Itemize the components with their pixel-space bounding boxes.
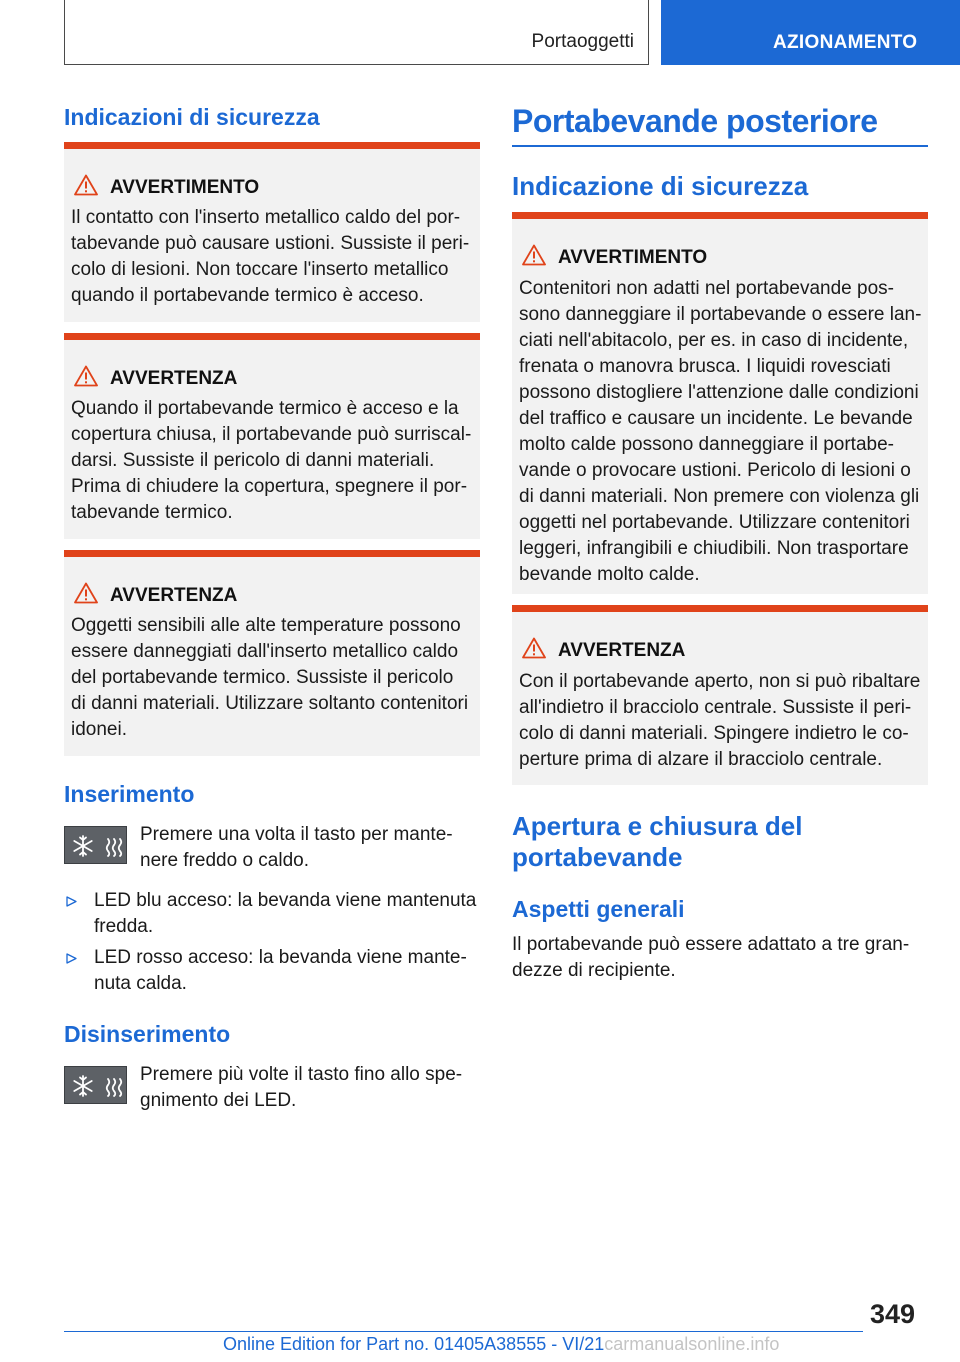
cool-heat-button-image bbox=[64, 826, 127, 864]
page-number: 349 bbox=[870, 1299, 916, 1329]
left-safety-heading: Indicazioni di sicurezza bbox=[64, 104, 320, 130]
caution-label: AVVERTENZA bbox=[110, 368, 238, 389]
caution-box bbox=[64, 550, 480, 756]
title-rule bbox=[512, 145, 928, 147]
caution-text: Con il portabevande aperto, non si può ribaltare all'indietro il bracciolo centrale. Sussiste il peri- colo di danni materiali. Spingere indietro le co- perture prima di alzare il bracciolo centrale. bbox=[519, 671, 921, 770]
running-header-title: Portaoggetti bbox=[531, 31, 634, 52]
chapter-title: Portabevande posteriore bbox=[512, 103, 878, 139]
warning-text: Contenitori non adatti nel portabevande pos- sono danneggiare il portabevande o essere lan- ciati nell'abitacolo, per es. in caso di incidente, frenata o manovra brusca. I liquidi rovesciati possono distogliere l'attenzione dalle condizioni del traffico e causare un incidente. Le bevande molto calde possono danneggiare il portabe- vande o provocare ustioni. Pericolo di lesioni o di danni materiali. Non premere con violenza gli oggetti nel portabevande. Utilizzare contenitori leggeri, infrangibili e chiudibili. Non trasportare bevande molto calde. bbox=[519, 278, 922, 585]
general-heading: Aspetti generali bbox=[512, 896, 685, 922]
right-safety-heading: Indicazione di sicurezza bbox=[512, 171, 809, 201]
caution-label: AVVERTENZA bbox=[110, 585, 238, 606]
warning-box bbox=[512, 212, 928, 594]
switch-on-text: Premere una volta il tasto per mante- nere freddo o caldo. bbox=[140, 824, 453, 871]
caution-text: Quando il portabevande termico è acceso e la copertura chiusa, il portabevande può surriscal- darsi. Sussiste il pericolo di danni materiali. Prima di chiudere la copertura, spegnere il por- tabevande termico. bbox=[71, 398, 472, 523]
running-header-box bbox=[64, 0, 649, 65]
warning-triangle-icon bbox=[522, 244, 546, 266]
caution-text: Oggetti sensibili alle alte temperature possono essere danneggiati dall'inserto metallico caldo del portabevande termico. Sussiste il pericolo di danni materiali. Utilizzare soltanto contenitori idonei. bbox=[71, 615, 469, 740]
general-text: Il portabevande può essere adattato a tre gran- dezze di recipiente. bbox=[512, 934, 910, 981]
caution-box bbox=[64, 333, 480, 539]
footer-rule bbox=[64, 1331, 863, 1332]
warning-triangle-icon bbox=[74, 365, 98, 387]
warning-triangle-icon bbox=[74, 582, 98, 604]
warning-triangle-icon bbox=[74, 174, 98, 196]
caution-box bbox=[512, 605, 928, 785]
switch-off-heading: Disinserimento bbox=[64, 1021, 231, 1047]
snowflake-heat-icon bbox=[65, 827, 128, 865]
snowflake-heat-icon bbox=[65, 1067, 128, 1105]
warning-box bbox=[64, 142, 480, 322]
footer-edition bbox=[223, 1334, 779, 1355]
edition-text: Online Edition for Part no. 01405A38555 - VI/21 bbox=[223, 1334, 605, 1354]
warning-label: AVVERTIMENTO bbox=[110, 177, 260, 198]
caution-label: AVVERTENZA bbox=[558, 640, 686, 661]
warning-triangle-icon bbox=[522, 637, 546, 659]
watermark-text: carmanualsonline.info bbox=[604, 1334, 780, 1354]
warning-text: Il contatto con l'inserto metallico caldo del por- tabevande può causare ustioni. Sussiste il peri- colo di lesioni. Non toccare l'inserto metallico quando il portabevande termico è acceso. bbox=[71, 207, 470, 306]
bullet-triangle-icon bbox=[66, 953, 77, 964]
switch-off-text: Premere più volte il tasto fino allo spe- gnimento dei LED. bbox=[140, 1064, 463, 1111]
warning-label: AVVERTIMENTO bbox=[558, 247, 708, 268]
section-tab-label: AZIONAMENTO bbox=[773, 32, 918, 53]
cool-heat-button-image bbox=[64, 1066, 127, 1104]
open-close-heading: Apertura e chiusura del portabevande bbox=[512, 811, 803, 872]
switch-on-heading: Inserimento bbox=[64, 781, 195, 807]
section-tab bbox=[661, 0, 960, 65]
bullet-triangle-icon bbox=[66, 896, 77, 907]
